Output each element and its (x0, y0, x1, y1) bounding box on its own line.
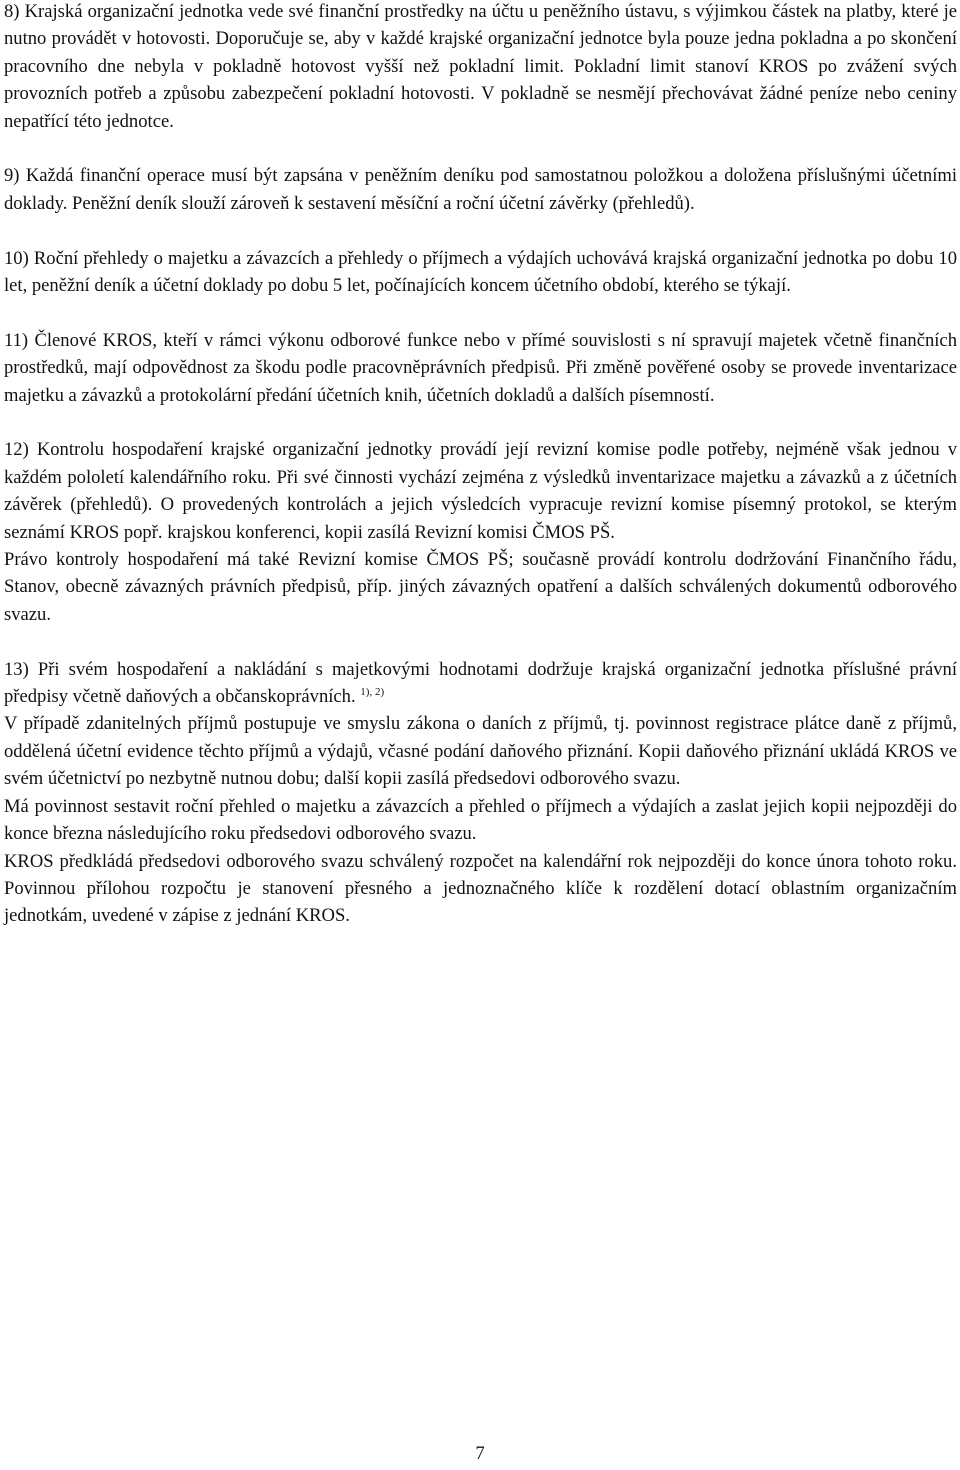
paragraph-13-budget: KROS předkládá předsedovi odborového svazu schválený rozpočet na kalendářní rok nejpozději do konce února tohoto roku. Povinnou přílohou rozpočtu je stanovení přesného a jednoznačného klíče k rozdělení dotací oblastním organizačním jednotkám, uvedené v zápise z jednání KROS. (4, 850, 957, 927)
paragraph-12-control-rights: Právo kontroly hospodaření má také Revizní komise ČMOS PŠ; současně provádí kontrolu dodržování Finančního řádu, Stanov, obecně závazných právních předpisů, příp. jiných závazných opatření a dalších schválených dokumentů odborového svazu. (4, 549, 957, 625)
paragraph-10: 10) Roční přehledy o majetku a závazcích a přehledy o příjmech a výdajích uchovává krajská organizační jednotka po dobu 10 let, peněžní deník a účetní doklady po dobu 5 let, počínajících koncem účetního období, kterého se týkají. (4, 247, 957, 297)
paragraph-12: 12) Kontrolu hospodaření krajské organizační jednotky provádí její revizní komise podle potřeby, nejméně však jednou v každém pololetí kalendářního roku. Při své činnosti vychází zejména z výsledků inventarizace majetku a závazků a z účetních závěrek (přehledů). O provedených kontrolách a jejich výsledcích vypracuje revizní komise písemný protokol, se kterým seznámí KROS popř. krajskou konferenci, kopii zasílá Revizní komisi ČMOS PŠ. (4, 439, 957, 543)
paragraph-13-annual-report: Má povinnost sestavit roční přehled o majetku a závazcích a přehled o příjmech a výdajích a zaslat jejich kopii nejpozději do konce března následujícího roku předsedovi odborového svazu. (4, 795, 957, 845)
paragraph-13 (4, 656, 957, 711)
document-body (4, 0, 957, 930)
paragraph-11: 11) Členové KROS, kteří v rámci výkonu odborové funkce nebo v přímé souvislosti s ní spravují majetek včetně finančních prostředků, mají odpovědnost za škodu podle pracovněprávních předpisů. Při změně pověřené osoby se provede inventarizace majetku a závazků a protokolární předání účetních knih, účetních dokladů a dalších písemností. (4, 329, 957, 406)
footnote-reference: 1), 2) (360, 686, 385, 699)
paragraph-8: 8) Krajská organizační jednotka vede své finanční prostředky na účtu u peněžního ústavu, s výjimkou částek na platby, které je nutno provádět v hotovosti. Doporučuje se, aby v každé krajské organizační jednotce byla pouze jedna pokladna a po skončení pracovního dne nebyla v pokladně hotovost vyšší než pokladní limit. Pokladní limit stanoví KROS po zvážení svých provozních potřeb a způsobu zabezpečení pokladní hotovosti. V pokladně se nesmějí přechovávat žádné peníze nebo ceniny nepatřící této jednotce. (4, 1, 957, 132)
paragraph-13-text: 13) Při svém hospodaření a nakládání s majetkovými hodnotami dodržuje krajská organizační jednotka příslušné právní předpisy včetně daňových a občanskoprávních. (4, 658, 957, 708)
page-number: 7 (475, 1443, 485, 1464)
paragraph-9: 9) Každá finanční operace musí být zapsána v peněžním deníku pod samostatnou položkou a doložena příslušnými účetními doklady. Peněžní deník slouží zároveň k sestavení měsíční a roční účetní závěrky (přehledů). (4, 165, 957, 214)
paragraph-13-taxable-income: V případě zdanitelných příjmů postupuje ve smyslu zákona o daních z příjmů, tj. povinnost registrace plátce daně z příjmů, oddělená účetní evidence těchto příjmů a výdajů, včasné podání daňového přiznání. Kopii daňového přiznání ukládá KROS ve svém účetnictví po nezbytně nutnou dobu; další kopii zasílá předsedovi odborového svazu. (4, 713, 957, 790)
